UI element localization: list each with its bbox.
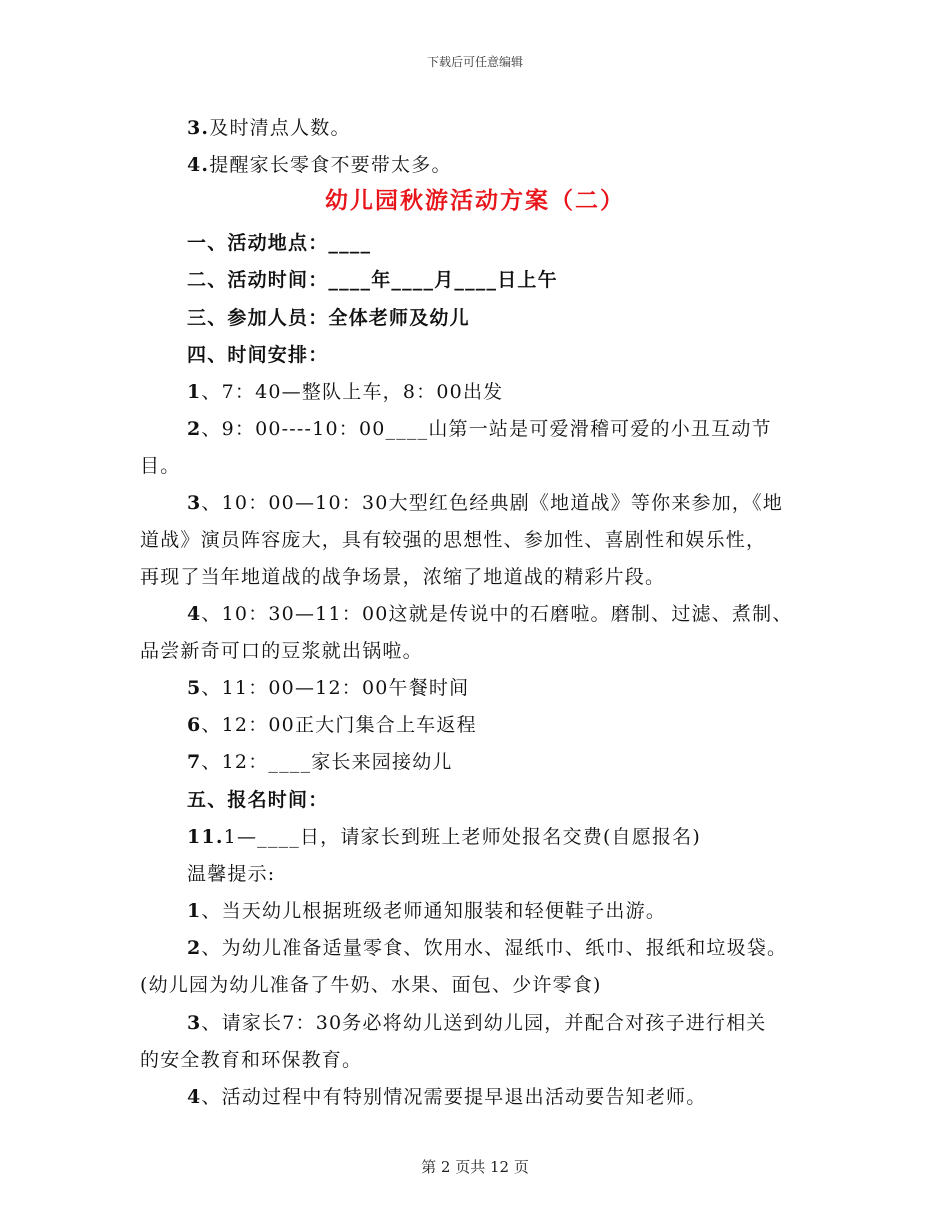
section-schedule-heading: 四、时间安排：: [187, 344, 329, 366]
list-item: 4.提醒家长零食不要带太多。: [187, 154, 452, 176]
registration-line: 11.1—____日，请家长到班上老师处报名交费(自愿报名): [187, 826, 701, 848]
schedule-item: 2、9：00----10：00____山第一站是可爱滑稽可爱的小丑互动节: [187, 418, 772, 440]
section-registration-heading: 五、报名时间：: [187, 789, 329, 811]
page-header: 下载后可任意编辑: [426, 55, 523, 69]
tips-label: 温馨提示:: [187, 863, 276, 885]
tip-item-continued: (幼儿园为幼儿准备了牛奶、水果、面包、少许零食): [140, 974, 602, 996]
tip-item: 3、请家长7：30务必将幼儿送到幼儿园，并配合对孩子进行相关: [187, 1012, 767, 1034]
page-footer: 第 2 页共 12 页: [421, 1158, 529, 1176]
schedule-item-continued: 道战》演员阵容庞大，具有较强的思想性、参加性、喜剧性和娱乐性，: [140, 529, 767, 551]
section-participants: 三、参加人员：全体老师及幼儿: [187, 307, 470, 329]
schedule-item: 3、10：00—10：30大型红色经典剧《地道战》等你来参加，《地: [187, 492, 784, 514]
schedule-item: 6、12：00正大门集合上车返程: [187, 714, 477, 736]
list-item: 3.及时清点人数。: [187, 117, 351, 139]
schedule-item: 7、12：____家长来园接幼儿: [187, 751, 453, 773]
schedule-item: 1、7：40—整队上车，8：00出发: [187, 381, 504, 403]
schedule-item: 5、11：00—12：00午餐时间: [187, 677, 470, 699]
tip-item: 4、活动过程中有特别情况需要提早退出活动要告知老师。: [187, 1086, 707, 1108]
document-title: 幼儿园秋游活动方案（二）: [325, 187, 625, 214]
section-time: 二、活动时间：____年____月____日上午: [187, 269, 558, 291]
tip-item: 2、为幼儿准备适量零食、饮用水、湿纸巾、纸巾、报纸和垃圾袋。: [187, 937, 788, 959]
section-location: 一、活动地点：____: [187, 232, 372, 254]
schedule-item-continued: 再现了当年地道战的战争场景，浓缩了地道战的精彩片段。: [140, 566, 666, 588]
tip-item-continued: 的安全教育和环保教育。: [140, 1049, 363, 1071]
tip-item: 1、当天幼儿根据班级老师通知服装和轻便鞋子出游。: [187, 900, 667, 922]
schedule-item-continued: 品尝新奇可口的豆浆就出锅啦。: [140, 640, 423, 662]
schedule-item-continued: 目。: [140, 455, 181, 477]
schedule-item: 4、10：30—11：00这就是传说中的石磨啦。磨制、过滤、煮制、: [187, 603, 793, 625]
